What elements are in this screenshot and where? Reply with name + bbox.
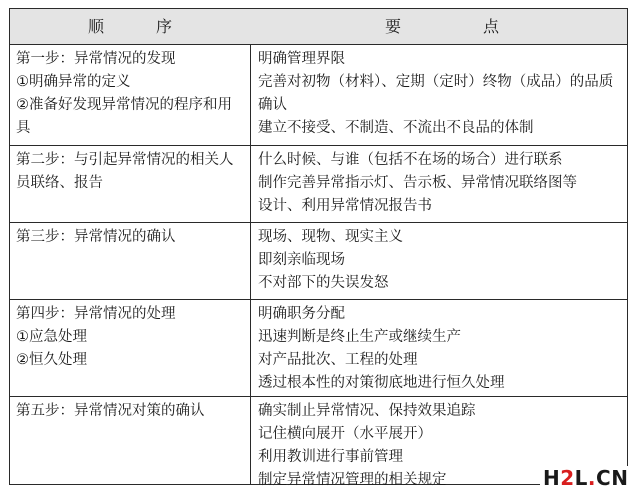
watermark-2: 2 [560,466,575,490]
keypoint: 不对部下的失误发怒 [258,275,389,291]
keypoint: 建立不接受、不制造、不流出不良品的体制 [258,120,534,136]
header-keypoints [251,9,629,45]
step-subitem: ②准备好发现异常情况的程序和用具 [16,97,232,136]
watermark-l: L [574,466,588,490]
process-table [9,8,628,488]
step-title: 第四步：异常情况的处理 [16,306,176,322]
step-title: 第三步：异常情况的确认 [16,229,176,245]
table-row [10,146,627,223]
keypoint-cell [251,146,629,218]
header-order-char-1: 顺 [88,17,105,36]
keypoint: 明确管理界限 [258,51,345,67]
step-title: 第五步：异常情况对策的确认 [16,403,205,419]
step-title: 第二步：与引起异常情况的相关人员联络、报告 [16,152,234,191]
watermark-cn: CN [596,466,629,490]
keypoint: 对产品批次、工程的处理 [258,352,418,368]
keypoint: 设计、利用异常情况报告书 [258,198,432,214]
keypoint: 透过根本性的对策彻底地进行恒久处理 [258,375,505,391]
table-header [10,9,627,45]
header-order [10,9,250,45]
keypoint-cell [251,300,629,395]
keypoint: 制作完善异常指示灯、告示板、异常情况联络图等 [258,175,577,191]
header-keypoints-char-2: 点 [483,17,500,36]
step-cell [10,300,250,372]
keypoint: 什么时候、与谁（包括不在场的场合）进行联系 [258,152,563,168]
keypoint: 记住横向展开（水平展开） [258,426,432,442]
step-cell [10,146,250,195]
site-watermark-logo [540,466,631,490]
step-cell [10,45,250,140]
keypoint: 明确职务分配 [258,306,345,322]
keypoint: 迅速判断是终止生产或继续生产 [258,329,461,345]
keypoint: 即刻亲临现场 [258,252,345,268]
watermark-h: H [543,466,561,490]
step-title: 第一步：异常情况的发现 [16,51,176,67]
step-cell [10,397,250,423]
keypoint: 完善对初物（材料）、定期（定时）终物（成品）的品质确认 [258,74,614,113]
step-subitem: ①明确异常的定义 [16,74,131,90]
step-cell [10,223,250,249]
step-subitem: ①应急处理 [16,329,87,345]
table-row [10,223,627,300]
table-row [10,45,627,146]
table-row [10,397,627,488]
watermark-dot: . [587,466,597,490]
keypoint: 确实制止异常情况、保持效果追踪 [258,403,476,419]
header-order-char-2: 序 [156,17,173,36]
table-row [10,300,627,397]
header-keypoints-char-1: 要 [385,17,402,36]
keypoint: 制定异常情况管理的相关规定 [258,472,447,488]
keypoint: 现场、现物、现实主义 [258,229,403,245]
step-subitem: ②恒久处理 [16,352,87,368]
keypoint-cell [251,45,629,140]
keypoint-cell [251,223,629,295]
keypoint: 利用教训进行事前管理 [258,449,403,465]
